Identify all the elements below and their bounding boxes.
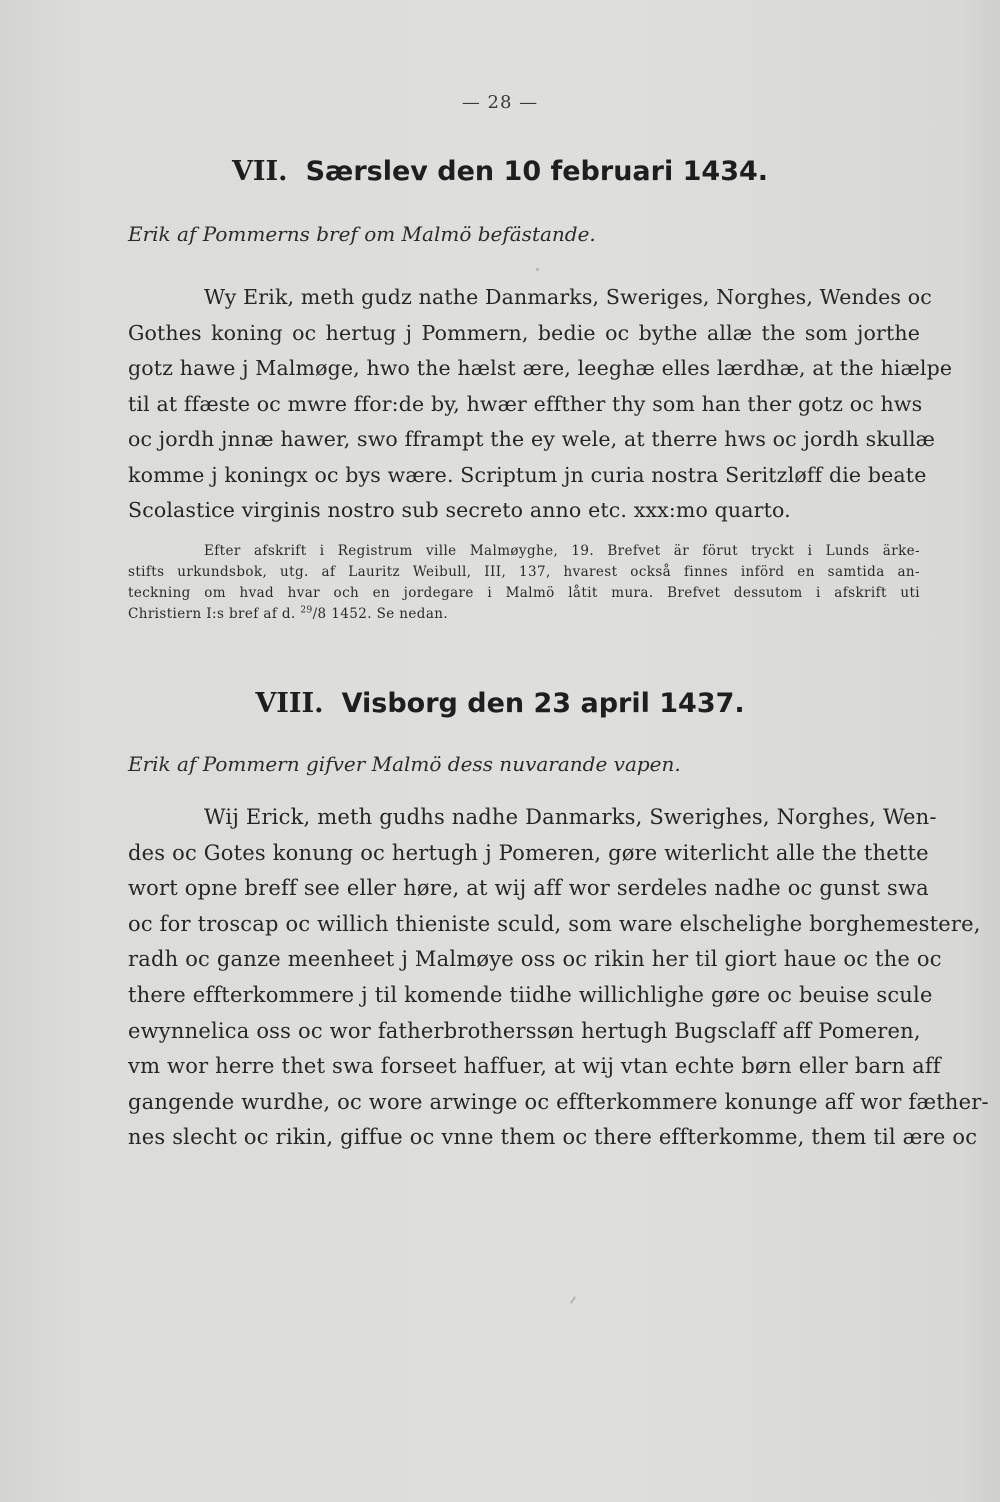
note-line: teckning om hvad hvar och en jordegare i Malmö låtit mura. Brefvet dessutom i afskrift uti — [128, 585, 920, 601]
body-line: Scolastice virginis nostro sub secreto anno etc. xxx:mo quarto. — [128, 498, 791, 522]
section-vii-subtitle: Erik af Pommerns bref om Malmö befästande. — [128, 222, 596, 246]
section-vii-heading — [0, 156, 1000, 187]
body-line: oc for troscap oc willich thieniste sculd, som ware elschelighe borghemestere, — [128, 911, 981, 936]
body-line: gangende wurdhe, oc wore arwinge oc effterkommere konunge aff wor fæther- — [128, 1089, 989, 1114]
paper-speck — [536, 268, 539, 271]
section-viii-subtitle: Erik af Pommern gifver Malmö dess nuvarande vapen. — [128, 752, 681, 776]
body-line: til at ffæste oc mwre ffor:de by, hwær effther thy som han ther gotz oc hws — [128, 391, 923, 416]
body-line: des oc Gotes konung oc hertugh j Pomeren, gøre witerlicht alle the thette — [128, 840, 929, 865]
note-line — [128, 604, 920, 625]
section-vii-numeral: VII. — [231, 156, 288, 187]
note-date-superscript: 29 — [300, 605, 313, 616]
body-line: oc jordh jnnæ hawer, swo fframpt the ey wele, at therre hws oc jordh skullæ — [128, 427, 936, 451]
note-text: Christiern I:s bref af d. — [128, 606, 296, 622]
body-line: Wy Erik, meth gudz nathe Danmarks, Sweriges, Norghes, Wendes oc — [204, 285, 932, 309]
body-line: vm wor herre thet swa forseet haffuer, at wij vtan echte børn eller barn aff — [128, 1054, 941, 1079]
note-date-rest: /8 1452. Se nedan. — [312, 606, 449, 622]
page-number: — 28 — — [461, 92, 539, 113]
body-line: Wij Erick, meth gudhs nadhe Danmarks, Swerighes, Norghes, Wen- — [204, 805, 937, 829]
section-vii-body — [128, 280, 953, 529]
body-line: komme j koningx oc bys wære. Scriptum jn curia nostra Seritzløff die beate — [128, 462, 927, 487]
note-line: Efter afskrift i Registrum ville Malmøyghe, 19. Brefvet är förut tryckt i Lunds ärke- — [204, 543, 920, 559]
note-line: stifts urkundsbok, utg. af Lauritz Weibull, III, 137, hvarest också finnes införd en samtida an- — [128, 564, 920, 580]
section-viii-body — [128, 800, 989, 1156]
body-line: nes slecht oc rikin, giffue oc vnne them oc there effterkomme, them til ære oc — [128, 1125, 978, 1150]
body-line: Gothes koning oc hertug j Pommern, bedie oc bythe allæ the som jorthe — [128, 320, 920, 345]
body-line: gotz hawe j Malmøge, hwo the hælst ære, leeghæ elles lærdhæ, at the hiælpe — [128, 356, 953, 380]
section-vii-title: Særslev den 10 februari 1434. — [305, 156, 769, 187]
section-vii-source-note — [128, 541, 920, 625]
body-line: wort opne breff see eller høre, at wij aff wor serdeles nadhe oc gunst swa — [128, 876, 929, 901]
body-line: ewynnelica oss oc wor fatherbrotherssøn hertugh Bugsclaff aff Pomeren, — [128, 1018, 921, 1043]
paper-speck — [570, 1296, 576, 1304]
body-line: there effterkommere j til komende tiidhe willichlighe gøre oc beuise scule — [128, 982, 933, 1007]
section-viii-numeral: VIII. — [255, 688, 324, 719]
section-viii-title: Visborg den 23 april 1437. — [341, 688, 745, 719]
body-line: radh oc ganze meenheet j Malmøye oss oc rikin her til giort haue oc the oc — [128, 947, 942, 972]
section-viii-heading — [0, 688, 1000, 719]
